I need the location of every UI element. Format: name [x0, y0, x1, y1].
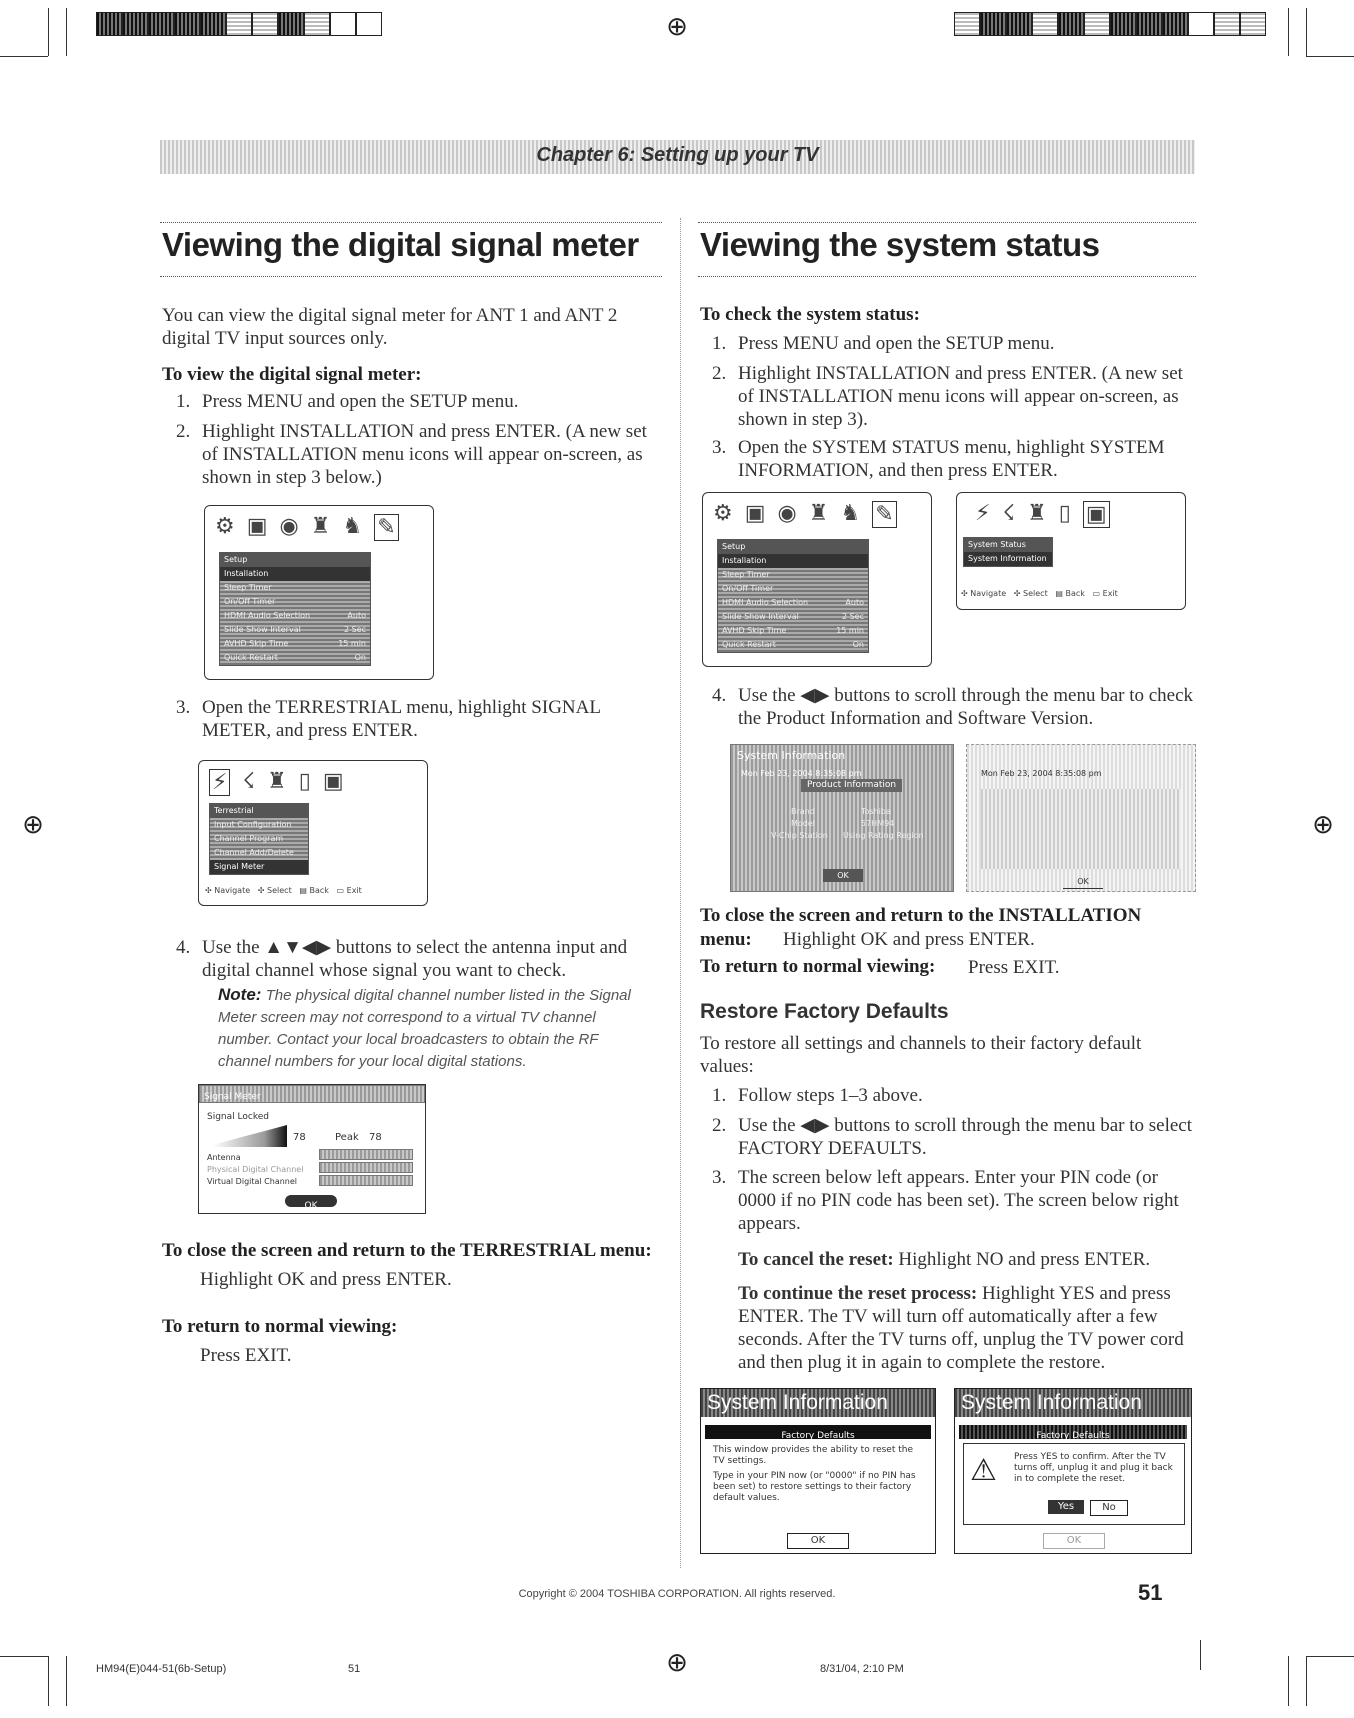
signal-meter-header: Signal Meter — [199, 1085, 425, 1103]
crop-mark — [66, 8, 67, 56]
step-number: 4. — [712, 685, 727, 706]
menu-item: Slide Show Interval 2 Sec — [224, 625, 366, 634]
step-number: 1. — [712, 1085, 727, 1106]
step-item — [176, 936, 666, 982]
menu-item: Sleep Timer — [224, 583, 272, 592]
step-text: Use the ▲▼◀▶ buttons to select the antenna input and digital channel whose signal you want to check. — [202, 937, 628, 981]
menu-item: AVHD Skip Time 15 min — [722, 626, 864, 635]
field-value-box — [319, 1162, 413, 1173]
defaults-icon: ▣ — [1083, 501, 1110, 528]
sysinfo-row-value: Using Rating Region — [843, 831, 924, 840]
step-item — [712, 1084, 1198, 1107]
close-text: Highlight OK and press ENTER. — [200, 1269, 452, 1290]
terrestrial-icon: ⚡ — [975, 501, 991, 526]
crop-mark — [1288, 1656, 1289, 1706]
setup-menu-list — [219, 552, 371, 666]
step-text: The screen below left appears. Enter your PIN code (or 0000 if no PIN code has been set). The screen below right appears. — [738, 1167, 1179, 1234]
sysinfo-row-label: Model — [791, 819, 816, 828]
terrestrial-icon: ⚡ — [209, 769, 230, 796]
menu-item: Slide Show Interval 2 Sec — [722, 612, 864, 621]
info-icon: ▯ — [1058, 501, 1071, 526]
color-bar-right — [954, 12, 1266, 36]
step-item — [712, 1114, 1198, 1160]
menu-item: Input Configuration — [214, 820, 292, 829]
note-text — [218, 984, 638, 1073]
peak-label: Peak — [335, 1132, 359, 1143]
menu-item: Sleep Timer — [722, 570, 770, 579]
menu-item: Channel Program — [214, 834, 284, 843]
crop-mark — [0, 56, 48, 57]
warning-icon: ⚠ — [970, 1453, 997, 1488]
continue-heading: To continue the reset process: — [738, 1283, 978, 1304]
menu-item: Signal Meter — [210, 860, 308, 874]
signal-locked-label: Signal Locked — [207, 1112, 269, 1122]
step-text: Open the SYSTEM STATUS menu, highlight SYSTEM INFORMATION, and then press ENTER. — [738, 437, 1165, 481]
system-status-screenshot — [956, 492, 1186, 610]
step-text: Highlight INSTALLATION and press ENTER. (A new set of INSTALLATION menu icons will appear on-screen, as shown in step 3). — [738, 363, 1183, 430]
cancel-text: Highlight NO and press ENTER. — [898, 1249, 1151, 1270]
slug-date: 8/31/04, 2:10 PM — [820, 1663, 904, 1675]
intro-text: You can view the digital signal meter for ANT 1 and ANT 2 digital TV input sources only. — [162, 305, 618, 349]
installation-icon: ⚙ — [713, 501, 733, 526]
ok-button: OK — [787, 1533, 849, 1549]
menu-item: Channel Add/Delete — [214, 848, 294, 857]
step-text: Follow steps 1–3 above. — [738, 1085, 923, 1106]
ok-button: OK — [823, 869, 863, 882]
navigate-icon: ✣ — [205, 886, 212, 895]
menu-item: Quick Restart On — [224, 653, 366, 662]
crop-mark — [1288, 8, 1289, 56]
close-heading: To close the screen and return to the TERRESTRIAL menu: — [162, 1240, 652, 1261]
registration-mark-icon: ⊕ — [666, 1648, 688, 1678]
back-icon: ▤ — [1055, 589, 1063, 598]
step-number: 3. — [176, 697, 191, 718]
confirm-dialog — [963, 1443, 1185, 1525]
picture-icon: ▣ — [246, 514, 268, 539]
peak-value: 78 — [369, 1132, 382, 1143]
software-version-screenshot — [966, 744, 1196, 892]
slug-page: 51 — [348, 1663, 361, 1675]
step-item — [712, 1166, 1198, 1236]
yes-button: Yes — [1048, 1500, 1084, 1514]
audio-icon: ◉ — [279, 514, 299, 539]
menu-header: Setup — [220, 553, 370, 567]
note-body: The physical digital channel number listed in the Signal Meter screen may not correspond to a virtual TV channel number. Contact your local broadcasters to obtain the RF channel numbers for your local digital stations. — [218, 987, 631, 1070]
lock-icon: ♜ — [808, 501, 829, 526]
nav-legend: ✣ Navigate ✣ Select ▤ Back ▭ Exit — [205, 886, 362, 895]
signal-meter-screenshot — [198, 1084, 426, 1214]
setup-icon: ✎ — [872, 501, 896, 528]
menu-item: HDMI Audio Selection Auto — [224, 611, 366, 620]
step-number: 4. — [176, 937, 191, 958]
sysinfo-title: System Information — [737, 749, 846, 762]
continue-text: Highlight YES and press ENTER. The TV will turn off automatically after a few seconds. After the TV turns off, unplug the TV power cord and then plug it in again to complete the restore. — [738, 1283, 1184, 1373]
step-item — [176, 420, 666, 490]
audio-icon: ◉ — [777, 501, 797, 526]
antenna-icon: ☇ — [1002, 501, 1016, 526]
step-item — [712, 436, 1198, 482]
step-text: Highlight INSTALLATION and press ENTER. (A new set of INSTALLATION menu icons will appear on-screen, as shown in step 3 below.) — [202, 421, 647, 488]
sysinfo-tab: Product Information — [801, 779, 902, 792]
registration-mark-icon: ⊕ — [666, 12, 688, 42]
terrestrial-menu-list — [209, 803, 309, 875]
column-divider — [680, 218, 682, 1568]
factory-defaults-screenshot — [700, 1388, 936, 1554]
step-item — [712, 332, 1198, 355]
factory-text: This window provides the ability to reset the TV settings. — [713, 1445, 914, 1466]
step-number: 3. — [712, 1167, 727, 1188]
title-rule — [160, 222, 662, 223]
installation-icon: ⚙ — [215, 514, 235, 539]
status-icon: ♜ — [267, 769, 287, 794]
confirm-text: Press YES to confirm. After the TV turns off, unplug it and plug it back in to complete the reset. — [1014, 1452, 1173, 1484]
page-number: 51 — [1138, 1580, 1163, 1605]
version-panel — [981, 789, 1181, 869]
step-number: 1. — [712, 333, 727, 354]
step-number: 2. — [712, 1115, 727, 1136]
system-status-list — [963, 537, 1053, 567]
step-text: Open the TERRESTRIAL menu, highlight SIGNAL METER, and press ENTER. — [202, 697, 601, 741]
registration-mark-icon: ⊕ — [22, 810, 44, 840]
menu-icon-row — [215, 514, 399, 541]
crop-mark — [1200, 1640, 1201, 1670]
copyright: Copyright © 2004 TOSHIBA CORPORATION. All rights reserved. — [518, 1588, 836, 1600]
section-title: Viewing the system status — [700, 226, 1100, 263]
sysinfo-row-value: Toshiba — [861, 807, 891, 816]
menu-item: On/Off Timer — [224, 597, 276, 606]
lock-icon: ♜ — [310, 514, 331, 539]
sysinfo-date: Mon Feb 23, 2004 8:35:08 pm — [741, 769, 862, 778]
factory-title: System Information — [701, 1389, 935, 1417]
title-rule — [698, 222, 1196, 223]
sysinfo-row-label: V-Chip Station — [771, 831, 828, 840]
step-number: 1. — [176, 391, 191, 412]
menu-header: System Status — [964, 538, 1052, 552]
cancel-heading: To cancel the reset: — [738, 1249, 894, 1270]
menu-item: Installation — [718, 554, 868, 568]
info-icon: ▯ — [298, 769, 311, 794]
signal-bars — [213, 1125, 287, 1147]
note-label: Note: — [218, 985, 262, 1004]
step-number: 2. — [176, 421, 191, 442]
setup-menu-screenshot — [204, 505, 434, 680]
sysinfo-row-label: Brand — [791, 807, 815, 816]
subheading: To check the system status: — [700, 304, 920, 325]
menu-item: AVHD Skip Time 15 min — [224, 639, 366, 648]
step-number: 2. — [712, 363, 727, 384]
ok-button: OK — [285, 1195, 337, 1207]
sysinfo-date: Mon Feb 23, 2004 8:35:08 pm — [981, 769, 1102, 778]
step-item — [176, 696, 666, 742]
select-icon: ✣ — [1013, 589, 1021, 598]
title-rule — [698, 276, 1196, 277]
status-icon: ♜ — [1027, 501, 1047, 526]
step-text: Use the ◀▶ buttons to scroll through the menu bar to select FACTORY DEFAULTS. — [738, 1115, 1192, 1159]
menu-icon-row — [209, 769, 344, 796]
signal-current-value: 78 — [293, 1132, 306, 1143]
field-label: Antenna — [207, 1153, 241, 1162]
menu-icon-row — [975, 501, 1110, 528]
setup-menu-screenshot — [702, 492, 932, 667]
factory-text: Type in your PIN now (or "0000" if no PIN has been set) to restore settings to their factory default values. — [713, 1471, 916, 1503]
step-text: Use the ◀▶ buttons to scroll through the menu bar to check the Product Information and Software Version. — [738, 685, 1194, 729]
crop-mark — [1306, 8, 1307, 56]
factory-tab-bar: Factory Defaults — [705, 1425, 931, 1439]
picture-icon: ▣ — [744, 501, 766, 526]
step-number: 3. — [712, 437, 727, 458]
crop-mark — [66, 1656, 67, 1706]
menu-icon-row — [713, 501, 897, 528]
back-icon: ▤ — [299, 886, 307, 895]
step-text: Press MENU and open the SETUP menu. — [202, 391, 519, 412]
step-text: Press MENU and open the SETUP menu. — [738, 333, 1055, 354]
cancel-paragraph — [738, 1248, 1188, 1271]
return-text: Press EXIT. — [200, 1345, 292, 1366]
restore-heading: Restore Factory Defaults — [700, 1000, 949, 1023]
registration-mark-icon: ⊕ — [1312, 810, 1334, 840]
crop-mark — [1306, 1656, 1354, 1657]
return-text: Press EXIT. — [968, 957, 1060, 978]
menu-item: System Information — [964, 552, 1052, 566]
field-value-box — [319, 1149, 413, 1160]
antenna-icon: ☇ — [242, 769, 256, 794]
field-label: Virtual Digital Channel — [207, 1177, 298, 1186]
close-text: Highlight OK and press ENTER. — [783, 929, 1035, 950]
menu-header: Terrestrial — [210, 804, 308, 818]
navigate-icon: ✣ — [961, 589, 968, 598]
field-value-box — [319, 1175, 413, 1186]
field-label: Physical Digital Channel — [207, 1165, 304, 1174]
crop-mark — [1306, 1656, 1307, 1706]
factory-title: System Information — [955, 1389, 1191, 1417]
section-title: Viewing the digital signal meter — [162, 226, 639, 263]
ok-button: OK — [1063, 875, 1103, 889]
menu-item: Quick Restart On — [722, 640, 864, 649]
menu-item: Installation — [220, 567, 370, 581]
crop-mark — [1306, 56, 1354, 57]
select-icon: ✣ — [257, 886, 265, 895]
crop-mark — [0, 1656, 48, 1657]
restore-intro: To restore all settings and channels to their factory default values: — [700, 1033, 1142, 1077]
menu-header: Setup — [718, 540, 868, 554]
terrestrial-menu-screenshot — [198, 760, 428, 906]
return-heading: To return to normal viewing: — [700, 956, 936, 977]
product-info-screenshot — [730, 744, 954, 892]
title-rule — [160, 276, 662, 277]
preferences-icon: ♞ — [840, 501, 861, 526]
close-heading: To close the screen and return to the INSTALLATION menu: — [700, 905, 1142, 950]
menu-item: HDMI Audio Selection Auto — [722, 598, 864, 607]
menu-item: On/Off Timer — [722, 584, 774, 593]
chapter-title: Chapter 6: Setting up your TV — [536, 144, 819, 166]
chapter-banner — [160, 140, 1195, 174]
step-item — [712, 362, 1198, 432]
return-heading: To return to normal viewing: — [162, 1316, 398, 1337]
defaults-icon: ▣ — [322, 769, 344, 794]
color-bar-left — [96, 12, 382, 36]
factory-confirm-screenshot — [954, 1388, 1192, 1554]
setup-icon: ✎ — [374, 514, 398, 541]
exit-icon: ▭ — [1092, 589, 1101, 598]
no-button: No — [1090, 1500, 1128, 1516]
factory-tab-bar: Factory Defaults — [959, 1425, 1187, 1439]
step-item — [712, 684, 1198, 730]
nav-legend: ✣ Navigate ✣ Select ▤ Back ▭ Exit — [961, 589, 1118, 598]
preferences-icon: ♞ — [342, 514, 363, 539]
exit-icon: ▭ — [336, 886, 345, 895]
ok-button: OK — [1043, 1533, 1105, 1549]
continue-paragraph — [738, 1282, 1194, 1374]
crop-mark — [48, 8, 49, 56]
step-item — [176, 390, 666, 413]
slug-file: HM94(E)044-51(6b-Setup) — [96, 1663, 227, 1675]
setup-menu-list — [717, 539, 869, 653]
crop-mark — [48, 1656, 49, 1706]
subheading: To view the digital signal meter: — [162, 364, 422, 385]
sysinfo-row-value: 57HM94 — [861, 819, 895, 828]
